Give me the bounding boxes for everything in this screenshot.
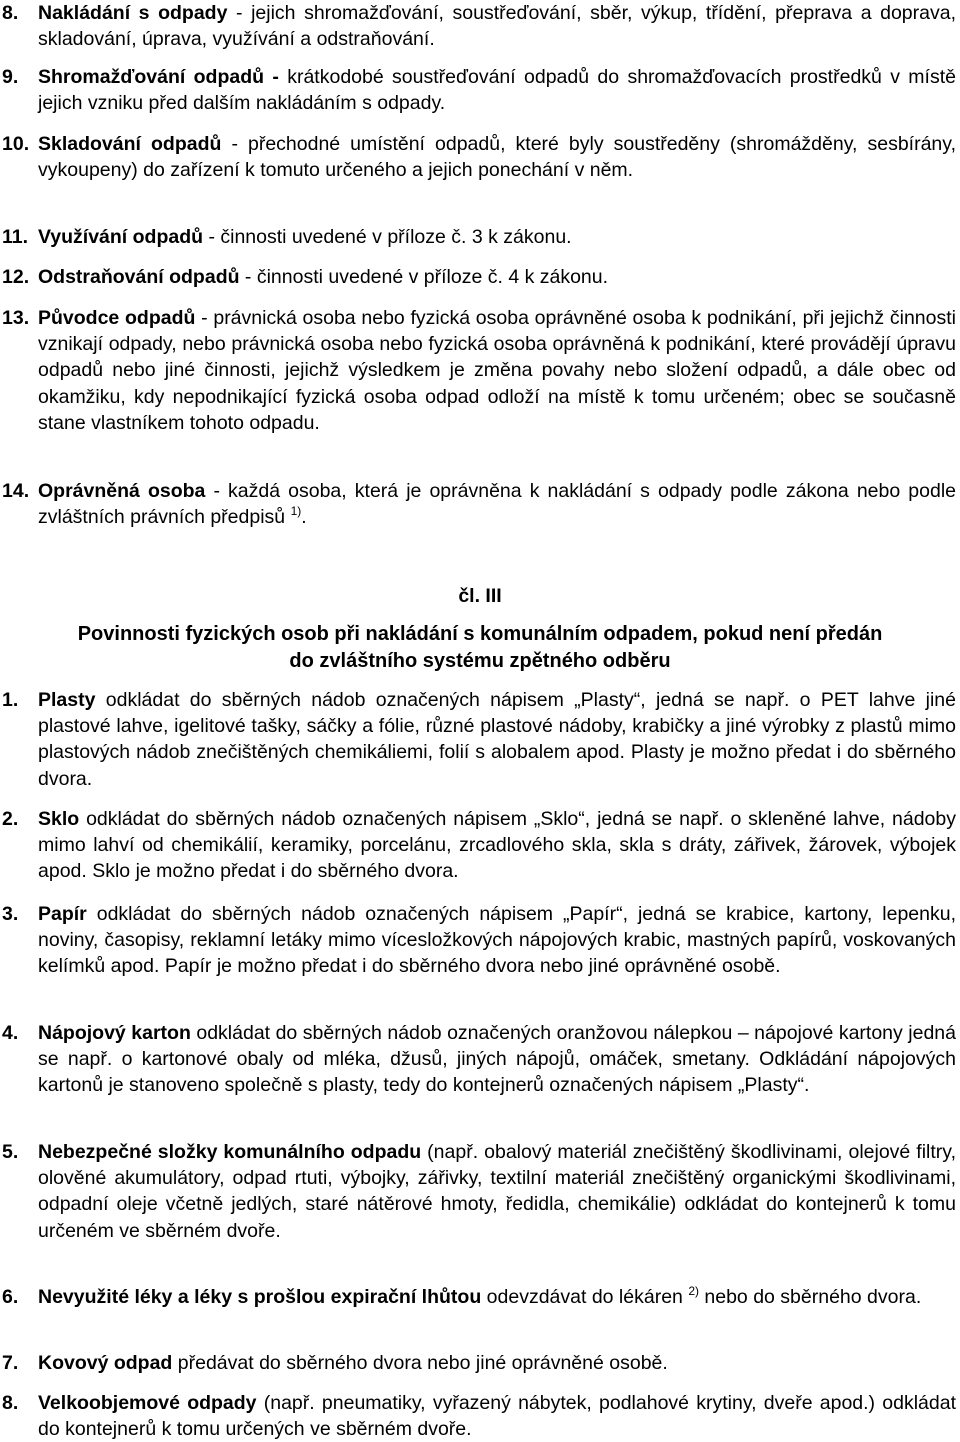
item-number: 11. — [2, 226, 29, 248]
item-body — [38, 687, 956, 792]
item-number: 8. — [2, 1392, 19, 1414]
item-number: 7. — [2, 1352, 19, 1374]
item-body — [38, 1284, 956, 1310]
item-text: odkládat do sběrných nádob označených nápisem „Papír“, jedná se krabice, kartony, lepenku, noviny, časopisy, reklamní letáky mimo vícesložkových nápojových krabic, mastných papírů, voskovaných kelímků apod. Papír je možno předat i do sběrného dvora nebo jiné oprávněné osobě. — [38, 903, 956, 978]
item-term: Kovový odpad — [38, 1352, 173, 1374]
footnote-ref: 1) — [290, 504, 302, 519]
item-body — [38, 1139, 956, 1244]
item-text: - činnosti uvedené v příloze č. 4 k zákonu. — [239, 266, 609, 288]
item-term: Plasty — [38, 689, 96, 711]
item-text: krátkodobé soustřeďování odpadů do shromažďovacích prostředků v místě jejich vzniku před dalším nakládáním s odpady. — [38, 66, 956, 115]
item-text-tail: . — [301, 506, 307, 529]
item-term: Velkoobjemové odpady — [38, 1392, 257, 1414]
item-body — [38, 901, 956, 980]
item-number: 1. — [2, 689, 19, 711]
article-number: čl. III — [458, 585, 502, 607]
item-body — [38, 1390, 956, 1442]
item-term: Skladování odpadů — [38, 133, 222, 155]
item-text: odkládat do sběrných nádob označených nápisem „Sklo“, jedná se např. o skleněné lahve, nádoby mimo lahví od chemikálií, keramiky, porcelánu, zrcadlového skla, skla s dráty, zářivek, žárovek, výbojek apod. Sklo je možno předat i do sběrného dvora. — [38, 808, 956, 883]
item-text: předávat do sběrného dvora nebo jiné oprávněné osobě. — [172, 1352, 668, 1374]
item-number: 5. — [2, 1141, 19, 1163]
item-text: - jejich shromažďování, soustřeďování, sběr, výkup, třídění, přeprava a doprava, skladování, úprava, využívání a odstraňování. — [38, 2, 956, 51]
item-number: 4. — [2, 1022, 19, 1044]
item-term: Papír — [38, 903, 87, 925]
item-number: 9. — [2, 66, 19, 88]
item-number: 14. — [2, 480, 30, 502]
item-body — [38, 64, 956, 116]
item-body — [38, 0, 956, 52]
item-body — [38, 131, 956, 183]
item-term: Sklo — [38, 808, 80, 830]
item-term: Nakládání s odpady — [38, 2, 228, 24]
item-text: - každá osoba, která je oprávněna k nakládání s odpady podle zákona nebo podle zvláštních právních předpisů — [38, 480, 956, 529]
item-text: odkládat do sběrných nádob označených nápisem „Plasty“, jedná se např. o PET lahve jiné plastové lahve, igelitové tašky, sáčky a fólie, různé plastové nádoby, krabičky a jiné výrobky z plastů mimo plastových nádob znečištěných chemikáliemi, folií s alobalem apod. Plasty je možno předat i do sběrného dvora. — [38, 689, 956, 790]
item-number: 8. — [2, 2, 19, 24]
item-number: 13. — [2, 307, 30, 329]
item-text: odkládat do sběrných nádob označených oranžovou nálepkou – nápojové kartony jedná se např. o kartonové obaly od mléka, džusů, jiných nápojů, omáček, smetany. Odkládání nápojových kartonů je stanoveno společně s plasty, tedy do kontejnerů označených nápisem „Plasty“. — [38, 1022, 956, 1097]
item-number: 12. — [2, 266, 30, 288]
item-term: Oprávněná osoba — [38, 480, 206, 502]
item-term: Nápojový karton — [38, 1022, 191, 1044]
item-body — [38, 224, 956, 250]
item-term: Původce odpadů — [38, 307, 196, 329]
item-text: - činnosti uvedené v příloze č. 3 k zákonu. — [203, 226, 572, 248]
item-text: - právnická osoba nebo fyzická osoba oprávněné osoba k podnikání, při jejichž činnosti vznikají odpady, nebo právnická osoba nebo fyzická osoba oprávněná k podnikání, které provádějí úpravu odpadů nebo jiné činnosti, jejichž výsledkem je změna povahy nebo složení odpadů, a dále obec od okamžiku, kdy nepodnikající fyzická osoba odpad odloží na místě k tomu určeném; obec se současně stane vlastníkem tohoto odpadu. — [38, 307, 956, 434]
item-term: Nevyužité léky a léky s prošlou expirační lhůtou — [38, 1286, 482, 1308]
item-body — [38, 264, 956, 290]
item-body — [38, 1350, 956, 1376]
item-text: (např. obalový materiál znečištěný škodlivinami, olejové filtry, olověné akumulátory, odpad rtuti, výbojky, zářivky, textilní materiál znečištěný organickými škodlivinami, odpadní oleje včetně jedlých, staré nátěrové hmoty, ředidla, chemikálie) odkládat do kontejnerů k tomu určeném ve sběrném dvoře. — [38, 1141, 956, 1242]
footnote-ref: 2) — [688, 1284, 699, 1298]
item-body — [38, 478, 956, 530]
item-term: Nebezpečné složky komunálního odpadu — [38, 1141, 422, 1163]
article-title-line-1: Povinnosti fyzických osob při nakládání s komunálním odpadem, pokud není předán — [77, 623, 883, 645]
item-body — [38, 305, 956, 436]
item-term: Shromažďování odpadů - — [38, 66, 279, 88]
item-body — [38, 806, 956, 885]
item-term: Využívání odpadů — [38, 226, 204, 248]
item-text: odevzdávat do lékáren — [481, 1286, 689, 1308]
item-term: Odstraňování odpadů — [38, 266, 240, 288]
item-text-tail: nebo do sběrného dvora. — [698, 1286, 922, 1308]
item-text: (např. pneumatiky, vyřazený nábytek, podlahové krytiny, dveře apod.) odkládat do kontejnerů k tomu určených ve sběrném dvoře. — [38, 1392, 956, 1441]
item-number: 3. — [2, 903, 19, 925]
item-text: - přechodné umístění odpadů, které byly soustředěny (shromážděny, sesbírány, vykoupeny) do zařízení k tomuto určeného a jejich ponechání v něm. — [38, 133, 956, 182]
item-body — [38, 1020, 956, 1099]
item-number: 6. — [2, 1286, 19, 1308]
article-title-line-2: do zvláštního systému zpětného odběru — [289, 650, 671, 672]
item-number: 10. — [2, 133, 30, 155]
item-number: 2. — [2, 808, 19, 830]
